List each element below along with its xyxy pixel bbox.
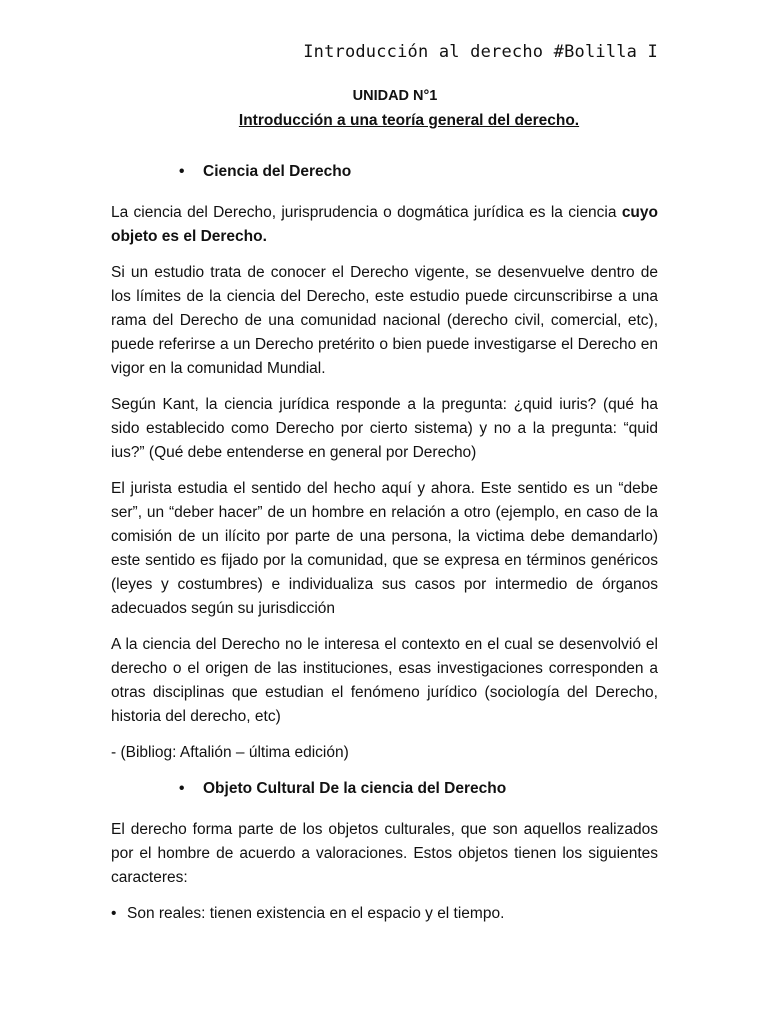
list-item xyxy=(111,902,658,926)
bullet-icon: • xyxy=(179,163,185,180)
list-item-text: Son reales: tienen existencia en el espacio y el tiempo. xyxy=(127,905,505,922)
unit-title: UNIDAD N°1 xyxy=(352,88,438,104)
section-heading-label: Objeto Cultural De la ciencia del Derecho xyxy=(203,780,507,797)
bullet-icon: • xyxy=(179,780,185,797)
paragraph-5: A la ciencia del Derecho no le interesa el contexto en el cual se desenvolvió el derecho o el origen de las instituciones, esas investigaciones corresponden a otras disciplinas que estudian el fenómeno jurídico (sociología del Derecho, historia del derecho, etc) xyxy=(111,636,658,725)
paragraph-2: Si un estudio trata de conocer el Derecho vigente, se desenvuelve dentro de los límites de la ciencia del Derecho, este estudio puede circunscribirse a una rama del Derecho de una comunidad nacional (derecho civil, comercial, etc), puede referirse a un Derecho pretérito o bien puede investigarse el Derecho en vigor en la comunidad Mundial. xyxy=(111,264,658,377)
paragraph-6: El derecho forma parte de los objetos culturales, que son aquellos realizados por el hombre de acuerdo a valoraciones. Estos objetos tienen los siguientes caracteres: xyxy=(111,821,658,886)
paragraph-1-bold: cuyo objeto es el Derecho. xyxy=(111,204,658,245)
bullet-icon: • xyxy=(111,905,117,922)
section-heading-ciencia xyxy=(111,160,658,184)
running-header: Introducción al derecho #Bolilla I xyxy=(303,42,658,62)
bibliography-note: - (Bibliog: Aftalión – última edición) xyxy=(111,744,349,761)
unit-subtitle: Introducción a una teoría general del derecho. xyxy=(238,112,580,129)
paragraph-4: El jurista estudia el sentido del hecho aquí y ahora. Este sentido es un “debe ser”, un “deber hacer” de un hombre en relación a otro (ejemplo, en caso de la comisión de un ilícito por parte de una persona, la victima debe demandarlo) este sentido es fijado por la comunidad, que se expresa en términos genéricos (leyes y costumbres) e individualiza sus casos por intermedio de órganos adecuados según su jurisdicción xyxy=(111,480,658,617)
paragraph-3: Según Kant, la ciencia jurídica responde a la pregunta: ¿quid iuris? (qué ha sido establecido como Derecho por cierto sistema) y no a la pregunta: “quid ius?” (Qué debe entenderse en general por Derecho) xyxy=(111,396,658,461)
paragraph-1-text: La ciencia del Derecho, jurisprudencia o dogmática jurídica es la ciencia xyxy=(111,204,622,221)
section-heading-label: Ciencia del Derecho xyxy=(203,163,352,180)
document-body xyxy=(111,160,658,938)
section-heading-objeto-cultural xyxy=(111,777,658,801)
paragraph-1 xyxy=(111,201,658,249)
